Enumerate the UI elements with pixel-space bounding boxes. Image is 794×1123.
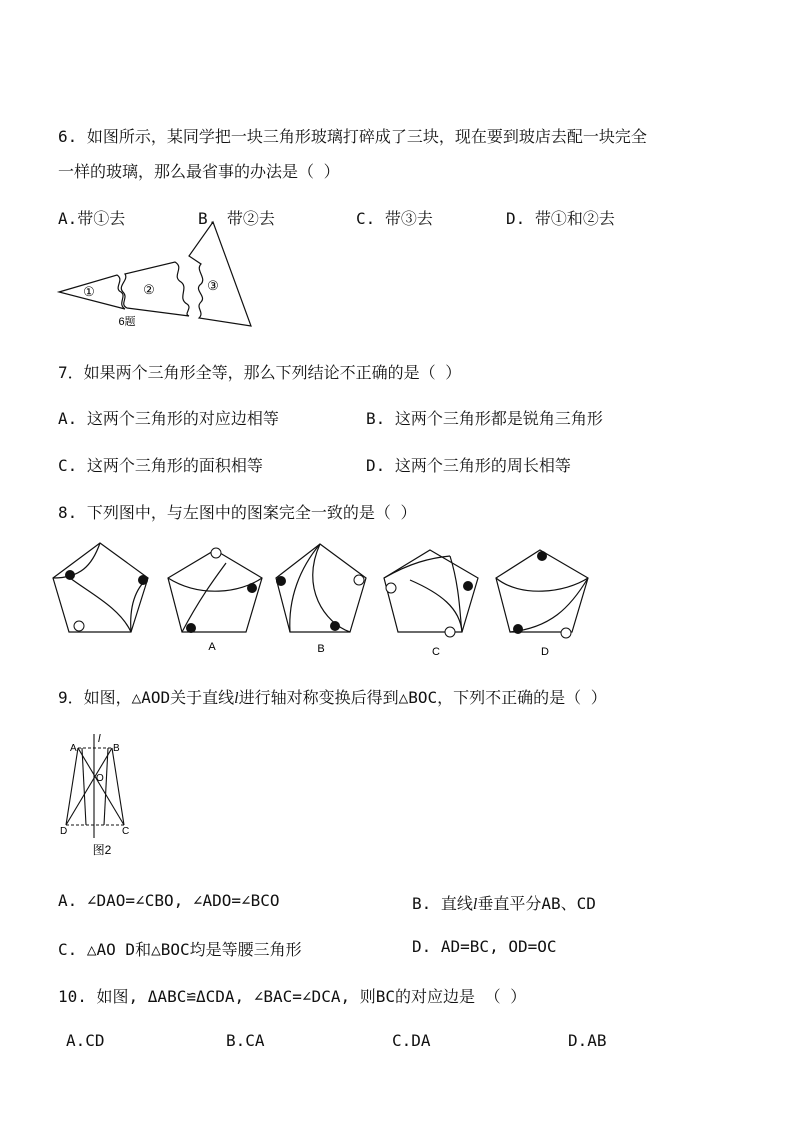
q10-option-a: A.CD (66, 1031, 105, 1050)
figure-d-label: D (541, 646, 549, 658)
q9-option-c: C. △AO D和△BOC均是等腰三角形 (58, 940, 302, 959)
point-d: D (60, 826, 68, 837)
q7-option-d: D. 这两个三角形的周长相等 (366, 456, 571, 475)
q6-stem-line2: 一样的玻璃，那么最省事的办法是（ ） (58, 162, 340, 181)
q7-option-a: A. 这两个三角形的对应边相等 (58, 409, 279, 428)
q6-option-b: B. 带②去 (198, 209, 275, 228)
q9-option-b-part2: 垂直平分AB、CD (477, 894, 596, 913)
point-o: O (96, 773, 104, 784)
line-l-symbol-b: l (472, 896, 478, 913)
point-b: B (113, 743, 120, 754)
q7-stem: 7．如果两个三角形全等，那么下列结论不正确的是（ ） (58, 363, 462, 382)
q9-stem (58, 685, 607, 708)
piece-2-label: ② (143, 282, 155, 297)
q10-option-c: C.DA (392, 1031, 431, 1050)
q9-stem-part2: 进行轴对称变换后得到△BOC，下列不正确的是（ ） (238, 688, 607, 707)
q10-stem: 10. 如图, ΔABC≌ΔCDA, ∠BAC=∠DCA, 则BC的对应边是 （ ） (58, 987, 527, 1006)
q9-option-b (412, 891, 596, 914)
q9-option-b-part1: B. 直线 (412, 894, 473, 913)
broken-triangle-figure (55, 218, 260, 333)
point-c: C (122, 826, 130, 837)
q6-option-c: C. 带③去 (356, 209, 433, 228)
q6-option-d: D. 带①和②去 (506, 209, 615, 228)
pentagon-figures (50, 538, 610, 663)
q6-stem-line1: 6. 如图所示，某同学把一块三角形玻璃打碎成了三块，现在要到玻店去配一块完全 (58, 127, 647, 146)
piece-1-label: ① (83, 284, 95, 299)
axial-symmetry-figure (58, 730, 138, 860)
figure-a-label: A (208, 641, 216, 653)
q9-stem-part1: 9．如图，△AOD关于直线 (58, 688, 235, 707)
figure-6-caption: 6题 (118, 316, 136, 328)
q9-option-a: A. ∠DAO=∠CBO, ∠ADO=∠BCO (58, 891, 280, 910)
q9-option-d: D. AD=BC, OD=OC (412, 937, 557, 956)
q7-option-b: B. 这两个三角形都是锐角三角形 (366, 409, 603, 428)
q10-option-b: B.CA (226, 1031, 265, 1050)
figure-b-label: B (317, 643, 325, 655)
q7-option-c: C. 这两个三角形的面积相等 (58, 456, 263, 475)
line-l-label: l (98, 733, 101, 745)
point-a: A (70, 743, 77, 754)
q8-stem: 8. 下列图中，与左图中的图案完全一致的是（ ） (58, 503, 417, 522)
figure-c-label: C (432, 646, 440, 658)
piece-3-label: ③ (207, 278, 219, 293)
figure-2-caption: 图2 (92, 843, 112, 857)
q10-option-d: D.AB (568, 1031, 607, 1050)
q6-option-a: A.带①去 (58, 209, 126, 228)
line-l-symbol: l (234, 690, 239, 707)
